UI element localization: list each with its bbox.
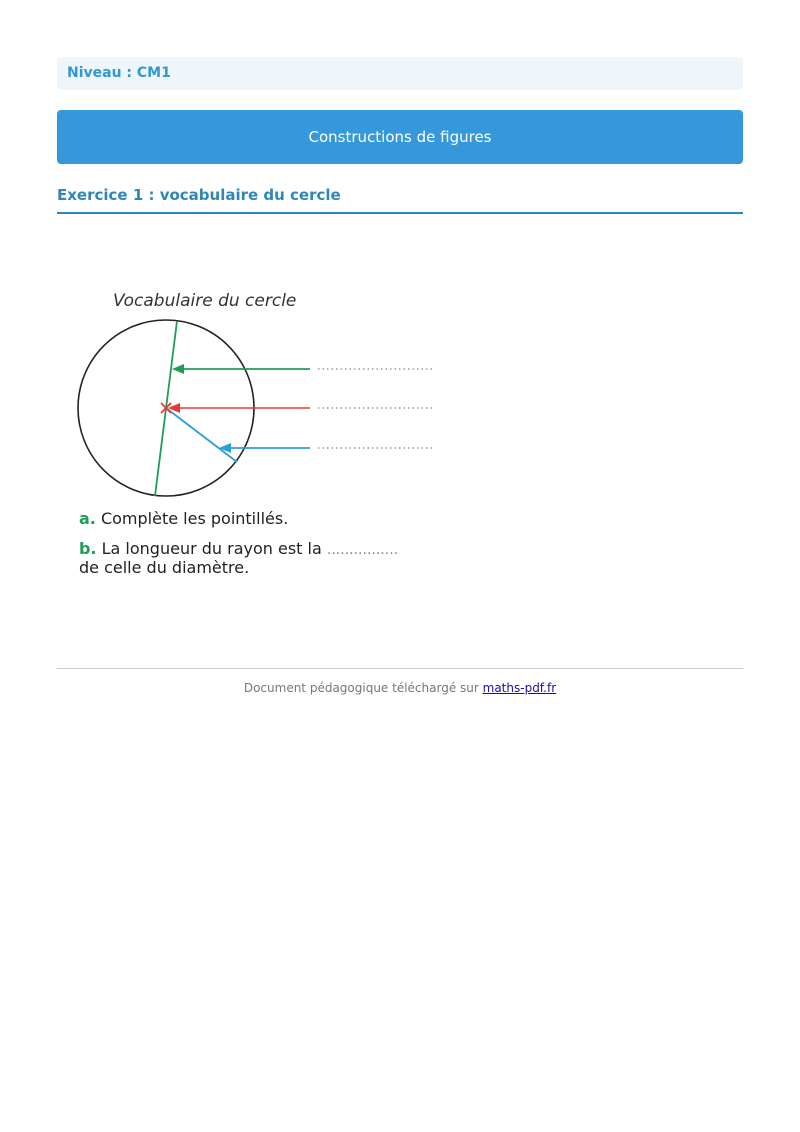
radius-arrowhead-icon — [219, 443, 231, 453]
figure-title: Vocabulaire du cercle — [113, 291, 297, 311]
footer-divider — [57, 668, 743, 669]
level-badge: Niveau : CM1 — [57, 57, 743, 90]
radius-line — [166, 408, 237, 462]
circle-vocabulary-figure — [60, 285, 460, 590]
question-a-text: Complète les pointillés. — [100, 509, 289, 528]
question-b-continuation: de celle du diamètre. — [79, 558, 250, 577]
question-b-letter: b. — [79, 539, 97, 558]
question-b-blank: ................ — [326, 542, 399, 558]
question-b — [79, 539, 398, 558]
footer-text: Document pédagogique téléchargé sur — [243, 681, 483, 695]
diameter-arrowhead-icon — [172, 364, 184, 374]
question-b-text: La longueur du rayon est la — [101, 539, 322, 558]
question-a — [79, 509, 288, 528]
footer-link[interactable]: maths-pdf.fr — [482, 681, 557, 695]
page-title-banner: Constructions de figures — [57, 110, 743, 164]
question-a-letter: a. — [79, 509, 96, 528]
footer — [0, 681, 800, 695]
exercise-title: Exercice 1 : vocabulaire du cercle — [57, 184, 743, 214]
